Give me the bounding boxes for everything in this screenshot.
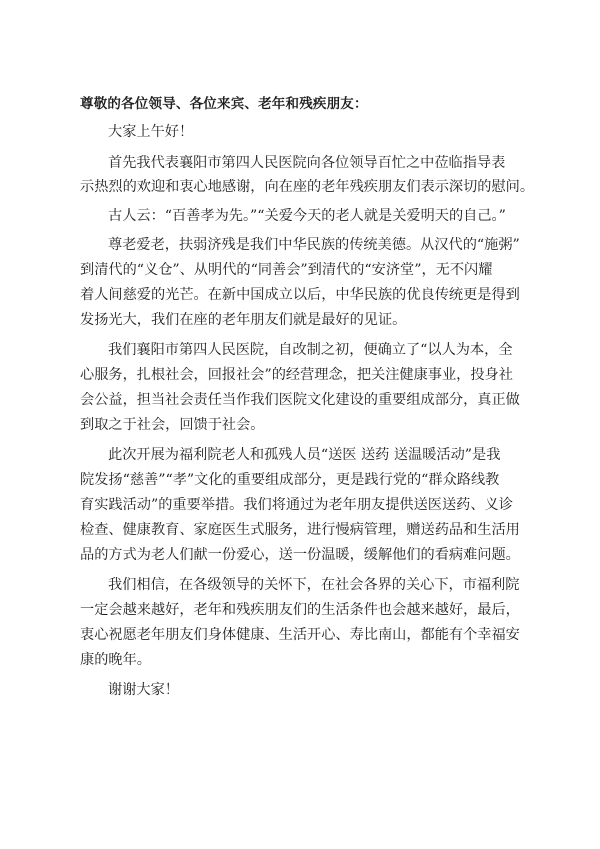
- paragraph-line: 我们襄阳市第四人民医院，自改制之初，便确立了“以人为本，全: [108, 342, 513, 358]
- paragraph-line: 首先我代表襄阳市第四人民医院向各位领导百忙之中莅临指导表: [108, 155, 506, 171]
- paragraph-line: 心服务，扎根社会，回报社会”的经营理念，把关注健康事业，投身社: [80, 367, 513, 383]
- greeting-line: 大家上午好！: [108, 124, 194, 140]
- paragraph-line: 康的晚年。: [80, 652, 151, 668]
- paragraph-line: 发扬光大，我们在座的老年朋友们就是最好的见证。: [80, 312, 407, 328]
- paragraph-line: 示热烈的欢迎和衷心地感谢，向在座的老年残疾朋友们表示深切的慰问。: [80, 179, 535, 195]
- paragraph-line: 着人间慈爱的光芒。在新中国成立以后，中华民族的优良传统更是得到: [80, 287, 520, 303]
- paragraph-line: 一定会越来越好，老年和残疾朋友们的生活条件也会越来越好，最后，: [80, 602, 520, 618]
- paragraph-line: 到清代的“义仓”、从明代的“同善会”到清代的“安济堂”，无不闪耀: [80, 262, 493, 278]
- paragraph-line: 会公益，担当社会责任当作我们医院文化建设的重要组成部分，真正做: [80, 392, 520, 408]
- paragraph-line: 我们相信，在各级领导的关怀下，在社会各界的关心下，市福利院: [108, 577, 520, 593]
- paragraph-line: 尊老爱老，扶弱济残是我们中华民族的传统美德。从汉代的“施粥”: [108, 237, 520, 253]
- closing-line: 谢谢大家！: [108, 682, 179, 698]
- paragraph-line: 到取之于社会，回馈于社会。: [80, 417, 265, 433]
- paragraph-line: 院发扬“慈善”“孝”文化的重要组成部分，更是践行党的“群众路线教: [80, 472, 500, 488]
- paragraph-line: 古人云：“百善孝为先。”“关爱今天的老人就是关爱明天的自己。”: [108, 208, 506, 224]
- paragraph-line: 品的方式为老人们献一份爱心，送一份温暖，缓解他们的看病难问题。: [80, 547, 520, 563]
- paragraph-line: 衷心祝愿老年朋友们身体健康、生活开心、寿比南山，都能有个幸福安: [80, 627, 520, 643]
- salutation-heading: 尊敬的各位领导、各位来宾、老年和残疾朋友：: [80, 96, 368, 112]
- paragraph-line: 检查、健康教育、家庭医生式服务，进行慢病管理，赠送药品和生活用: [80, 522, 520, 538]
- paragraph-line: 此次开展为福利院老人和孤残人员“送医 送药 送温暖活动”是我: [108, 447, 501, 463]
- paragraph-line: 育实践活动”的重要举措。我们将通过为老年朋友提供送医送药、义诊: [80, 497, 513, 513]
